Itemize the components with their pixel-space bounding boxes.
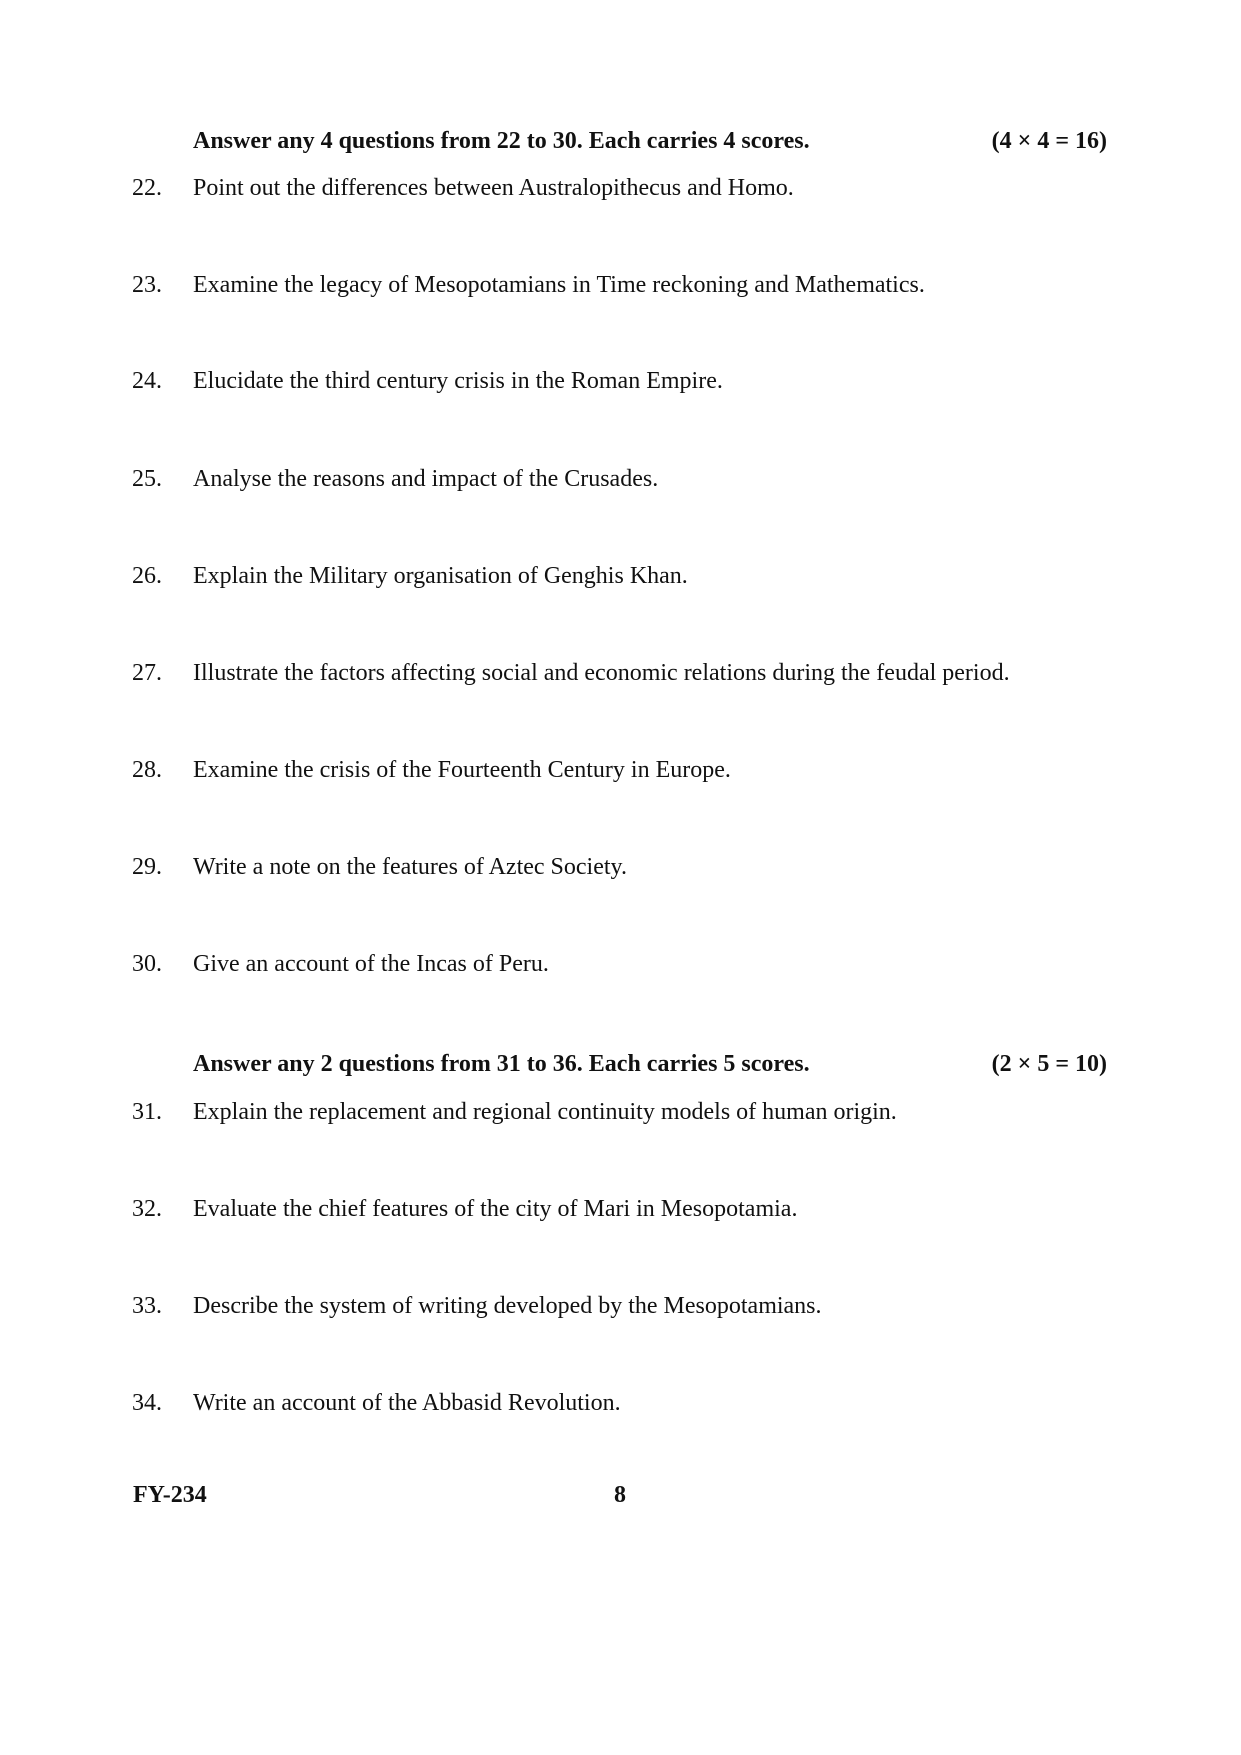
question-text: Analyse the reasons and impact of the Crusades. <box>193 466 659 492</box>
question-text: Illustrate the factors affecting social and economic relations during the feudal period. <box>193 660 1010 686</box>
question-number: 34. <box>132 1390 162 1416</box>
question-number: 23. <box>132 272 162 298</box>
question-text: Point out the differences between Australopithecus and Homo. <box>193 175 794 201</box>
question-number: 33. <box>132 1293 162 1319</box>
question-text: Describe the system of writing developed by the Mesopotamians. <box>193 1293 822 1319</box>
question-number: 31. <box>132 1099 162 1125</box>
section-marks: (4 × 4 = 16) <box>991 128 1107 154</box>
question-text: Examine the crisis of the Fourteenth Century in Europe. <box>193 757 731 783</box>
question-number: 30. <box>132 951 162 977</box>
question-number: 28. <box>132 757 162 783</box>
section-instruction: Answer any 4 questions from 22 to 30. Each carries 4 scores. <box>193 128 810 154</box>
question-text: Evaluate the chief features of the city of Mari in Mesopotamia. <box>193 1196 798 1222</box>
question-text: Write an account of the Abbasid Revolution. <box>193 1390 621 1416</box>
question-text: Explain the Military organisation of Genghis Khan. <box>193 563 688 589</box>
question-number: 22. <box>132 175 162 201</box>
paper-code: FY-234 <box>133 1482 207 1508</box>
question-number: 27. <box>132 660 162 686</box>
section-marks: (2 × 5 = 10) <box>991 1051 1107 1077</box>
page-number: 8 <box>614 1482 626 1508</box>
question-text: Explain the replacement and regional continuity models of human origin. <box>193 1099 897 1125</box>
question-number: 26. <box>132 563 162 589</box>
question-text: Elucidate the third century crisis in the Roman Empire. <box>193 368 723 394</box>
question-text: Write a note on the features of Aztec Society. <box>193 854 627 880</box>
question-number: 25. <box>132 466 162 492</box>
question-number: 32. <box>132 1196 162 1222</box>
question-text: Give an account of the Incas of Peru. <box>193 951 549 977</box>
question-number: 29. <box>132 854 162 880</box>
question-number: 24. <box>132 368 162 394</box>
section-instruction: Answer any 2 questions from 31 to 36. Each carries 5 scores. <box>193 1051 810 1077</box>
question-text: Examine the legacy of Mesopotamians in Time reckoning and Mathematics. <box>193 272 925 298</box>
